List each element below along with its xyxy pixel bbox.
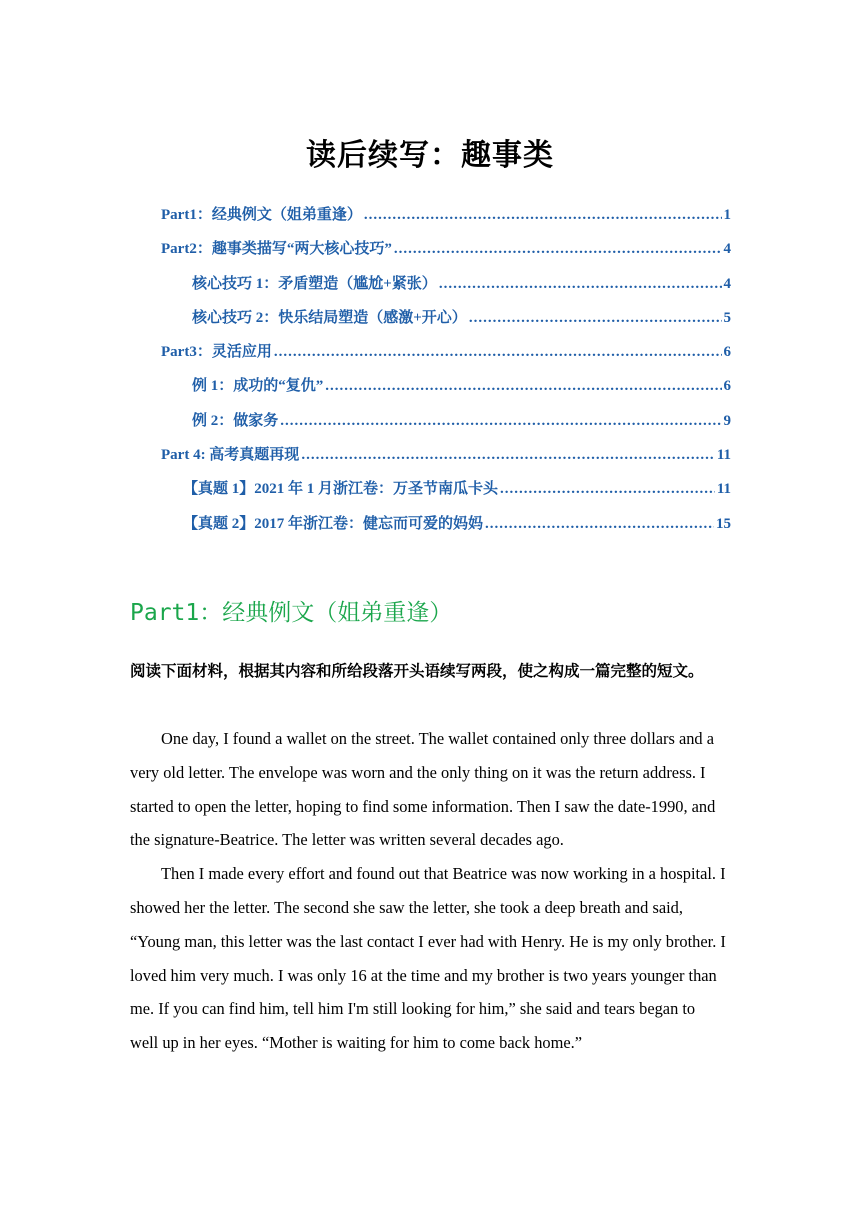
toc-entry-exam2[interactable] (161, 512, 731, 546)
toc-entry-page: 15 (716, 515, 731, 532)
toc-entry-part1[interactable] (161, 203, 731, 237)
passage-paragraph: One day, I found a wallet on the street. The wallet contained only three dollars and a very old letter. The envelope was worn and the only thing on it was the return address. I started to open the letter, hoping to find some information. Then I saw the date-1990, and the signature-Beatrice. The letter was written several decades ago. (130, 729, 716, 850)
section-heading: Part1：经典例文（姐弟重逢） (130, 600, 453, 626)
toc-leader-dots (500, 481, 715, 498)
toc-entry-label: 例 2：做家务 (192, 412, 279, 429)
toc-entry-part2[interactable] (161, 237, 731, 271)
toc-entry-label: 核心技巧 2：快乐结局塑造（感激+开心） (192, 309, 467, 326)
toc-leader-dots (325, 378, 721, 395)
toc-entry-part3[interactable] (161, 340, 731, 374)
toc-leader-dots (301, 447, 715, 464)
toc-entry-page: 6 (723, 378, 731, 395)
task-instruction: 阅读下面材料，根据其内容和所给段落开头语续写两段，使之构成一篇完整的短文。 (130, 662, 704, 680)
table-of-contents (161, 203, 731, 546)
toc-leader-dots (439, 276, 722, 293)
toc-entry-page: 1 (723, 207, 731, 223)
toc-leader-dots (394, 241, 722, 258)
toc-entry-page: 11 (716, 481, 731, 498)
toc-entry-label: 例 1：成功的“复仇” (192, 378, 324, 395)
toc-entry-page: 6 (723, 344, 731, 361)
toc-entry-label: Part2：趣事类描写“两大核心技巧” (161, 241, 392, 258)
toc-entry-label: Part3：灵活应用 (161, 344, 272, 361)
toc-leader-dots (364, 207, 722, 224)
toc-entry-label: Part 4: 高考真题再现 (161, 447, 300, 464)
toc-leader-dots (280, 413, 721, 430)
toc-entry-skill1[interactable] (161, 272, 731, 306)
toc-entry-page: 9 (723, 412, 731, 429)
reading-passage (130, 722, 726, 1060)
toc-entry-exam1[interactable] (161, 477, 731, 511)
toc-leader-dots (485, 516, 714, 533)
toc-entry-label: 【真题 1】2021 年 1 月浙江卷：万圣节南瓜卡头 (183, 481, 499, 498)
toc-entry-example2[interactable] (161, 409, 731, 443)
toc-leader-dots (274, 344, 722, 361)
toc-entry-label: 核心技巧 1：矛盾塑造（尴尬+紧张） (192, 275, 437, 292)
document-title: 读后续写：趣事类 (306, 138, 554, 173)
toc-entry-part4[interactable] (161, 443, 731, 477)
toc-leader-dots (469, 310, 722, 327)
passage-paragraph: Then I made every effort and found out that Beatrice was now working in a hospital. I showed her the letter. The second she saw the letter, she took a deep breath and said, “Young man, this letter was the last contact I ever had with Henry. He is my only brother. I loved him very much. I was only 16 at the time and my brother is two years younger than me. If you can find him, tell him I'm still looking for him,” she said and tears began to well up in her eyes. “Mother is waiting for him to come back home.” (130, 864, 726, 1053)
toc-entry-label: 【真题 2】2017 年浙江卷：健忘而可爱的妈妈 (183, 515, 484, 532)
toc-entry-page: 4 (723, 241, 731, 258)
toc-entry-skill2[interactable] (161, 306, 731, 340)
toc-entry-page: 5 (723, 309, 731, 326)
toc-entry-page: 11 (716, 447, 731, 464)
toc-entry-example1[interactable] (161, 374, 731, 408)
toc-entry-label: Part1：经典例文（姐弟重逢） (161, 207, 362, 223)
toc-entry-page: 4 (723, 275, 731, 292)
